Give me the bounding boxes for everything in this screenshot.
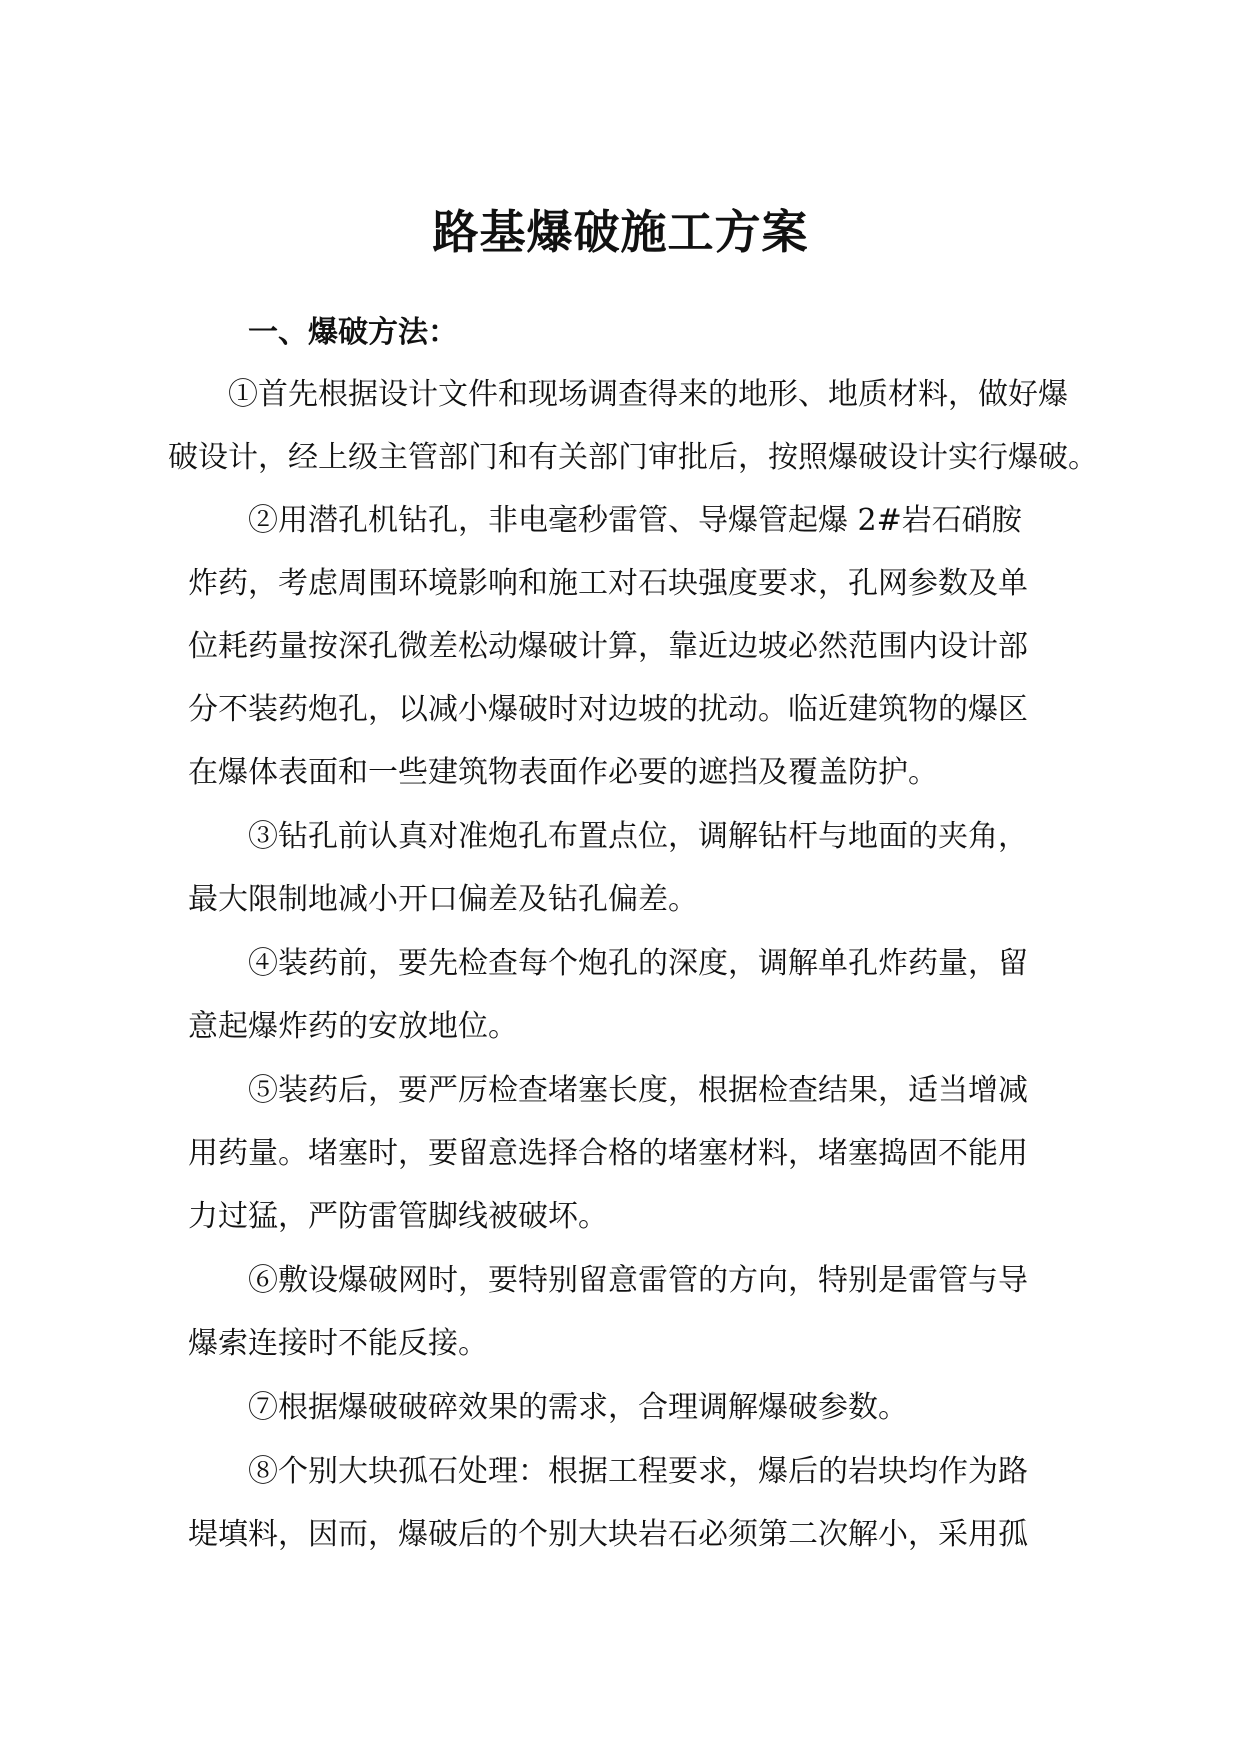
paragraph-line: 分不装药炮孔，以减小爆破时对边坡的扰动。临近建筑物的爆区 bbox=[188, 692, 1028, 727]
paragraph-line: ⑦根据爆破破碎效果的需求，合理调解爆破参数。 bbox=[248, 1390, 908, 1425]
paragraph-line: 炸药，考虑周围环境影响和施工对石块强度要求，孔网参数及单 bbox=[188, 566, 1028, 601]
paragraph-line: 位耗药量按深孔微差松动爆破计算，靠近边坡必然范围内设计部 bbox=[188, 629, 1028, 664]
paragraph-line: ⑥敷设爆破网时，要特别留意雷管的方向，特别是雷管与导 bbox=[248, 1263, 1028, 1298]
paragraph-line: ①首先根据设计文件和现场调查得来的地形、地质材料，做好爆 bbox=[228, 377, 1068, 412]
paragraph-line: 堤填料，因而，爆破后的个别大块岩石必须第二次解小，采用孤 bbox=[188, 1517, 1028, 1552]
paragraph-line: 意起爆炸药的安放地位。 bbox=[188, 1009, 518, 1044]
paragraph-line: ②用潜孔机钻孔，非电毫秒雷管、导爆管起爆 2#岩石硝胺 bbox=[248, 503, 1022, 538]
paragraph-line: 用药量。堵塞时，要留意选择合格的堵塞材料，堵塞捣固不能用 bbox=[188, 1136, 1028, 1171]
paragraph-line: ④装药前，要先检查每个炮孔的深度，调解单孔炸药量，留 bbox=[248, 946, 1028, 981]
paragraph-line: 最大限制地减小开口偏差及钻孔偏差。 bbox=[188, 882, 698, 917]
paragraph-line: 破设计，经上级主管部门和有关部门审批后，按照爆破设计实行爆破。 bbox=[168, 440, 1098, 475]
paragraph-line: 力过猛，严防雷管脚线被破坏。 bbox=[188, 1199, 608, 1234]
paragraph-line: 爆索连接时不能反接。 bbox=[188, 1326, 488, 1361]
paragraph-line: ③钻孔前认真对准炮孔布置点位，调解钻杆与地面的夹角， bbox=[248, 819, 1028, 854]
section-heading: 一、爆破方法： bbox=[248, 315, 458, 350]
document-title: 路基爆破施工方案 bbox=[432, 205, 809, 259]
paragraph-line: ⑧个别大块孤石处理：根据工程要求，爆后的岩块均作为路 bbox=[248, 1454, 1028, 1489]
paragraph-line: ⑤装药后，要严厉检查堵塞长度，根据检查结果，适当增减 bbox=[248, 1073, 1028, 1108]
paragraph-line: 在爆体表面和一些建筑物表面作必要的遮挡及覆盖防护。 bbox=[188, 755, 938, 790]
